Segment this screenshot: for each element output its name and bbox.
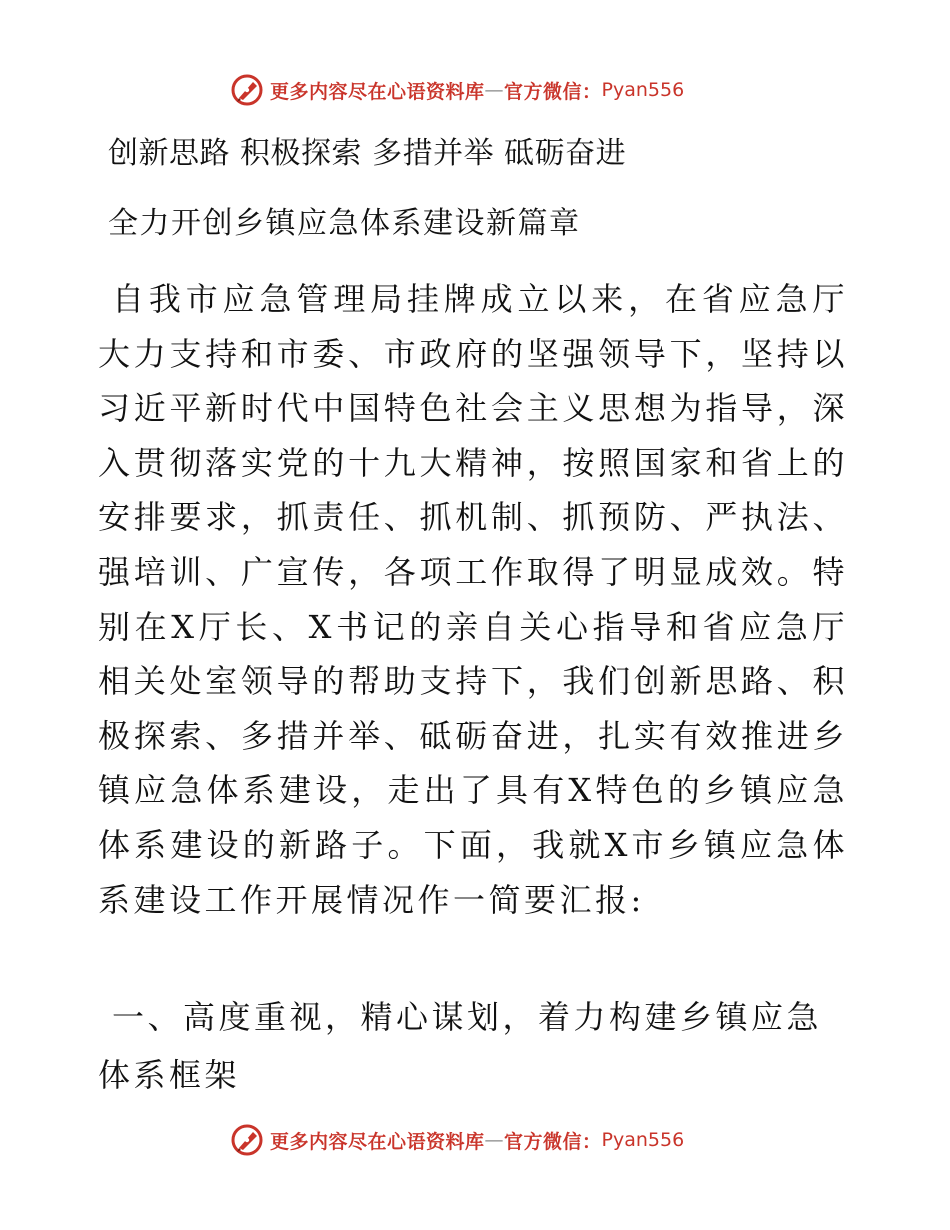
document-title: 创新思路 积极探索 多措并举 砥砺奋进 [108,136,627,171]
intro-paragraph: 自我市应急管理局挂牌成立以来，在省应急厅大力支持和市委、市政府的坚强领导下，坚持以习近平新时代中国特色社会主义思想为指导，深入贯彻落实党的十九大精神，按照国家和省上的安排要求，抓责任、抓机制、抓预防、严执法、强培训、广宣传，各项工作取得了明显成效。特别在X厅长、X书记的亲自关心指导和省应急厅相关处室领导的帮助支持下，我们创新思路、积极探索、多措并举、砥砺奋进，扎实有效推进乡镇应急体系建设，走出了具有X特色的乡镇应急体系建设的新路子。下面，我就X市乡镇应急体系建设工作开展情况作一简要汇报: [98,280,848,919]
watermark-contact-label: 官方微信： [504,80,602,103]
pen-logo-icon [230,1123,264,1157]
pen-logo-icon [230,73,264,107]
watermark-separator: — [484,1129,505,1151]
section-heading: 一、高度重视，精心谋划，着力构建乡镇应急体系框架 [98,998,823,1094]
watermark-contact-id: Pyan556 [601,79,685,101]
footer-watermark [230,1122,684,1158]
watermark-text: 更多内容尽在心语资料库 [270,80,485,103]
document-subtitle: 全力开创乡镇应急体系建设新篇章 [108,206,581,241]
watermark-separator: — [484,79,505,101]
watermark-contact-id: Pyan556 [601,1129,685,1151]
header-watermark [230,72,684,108]
watermark-contact-label: 官方微信： [504,1130,602,1153]
watermark-text: 更多内容尽在心语资料库 [270,1130,485,1153]
